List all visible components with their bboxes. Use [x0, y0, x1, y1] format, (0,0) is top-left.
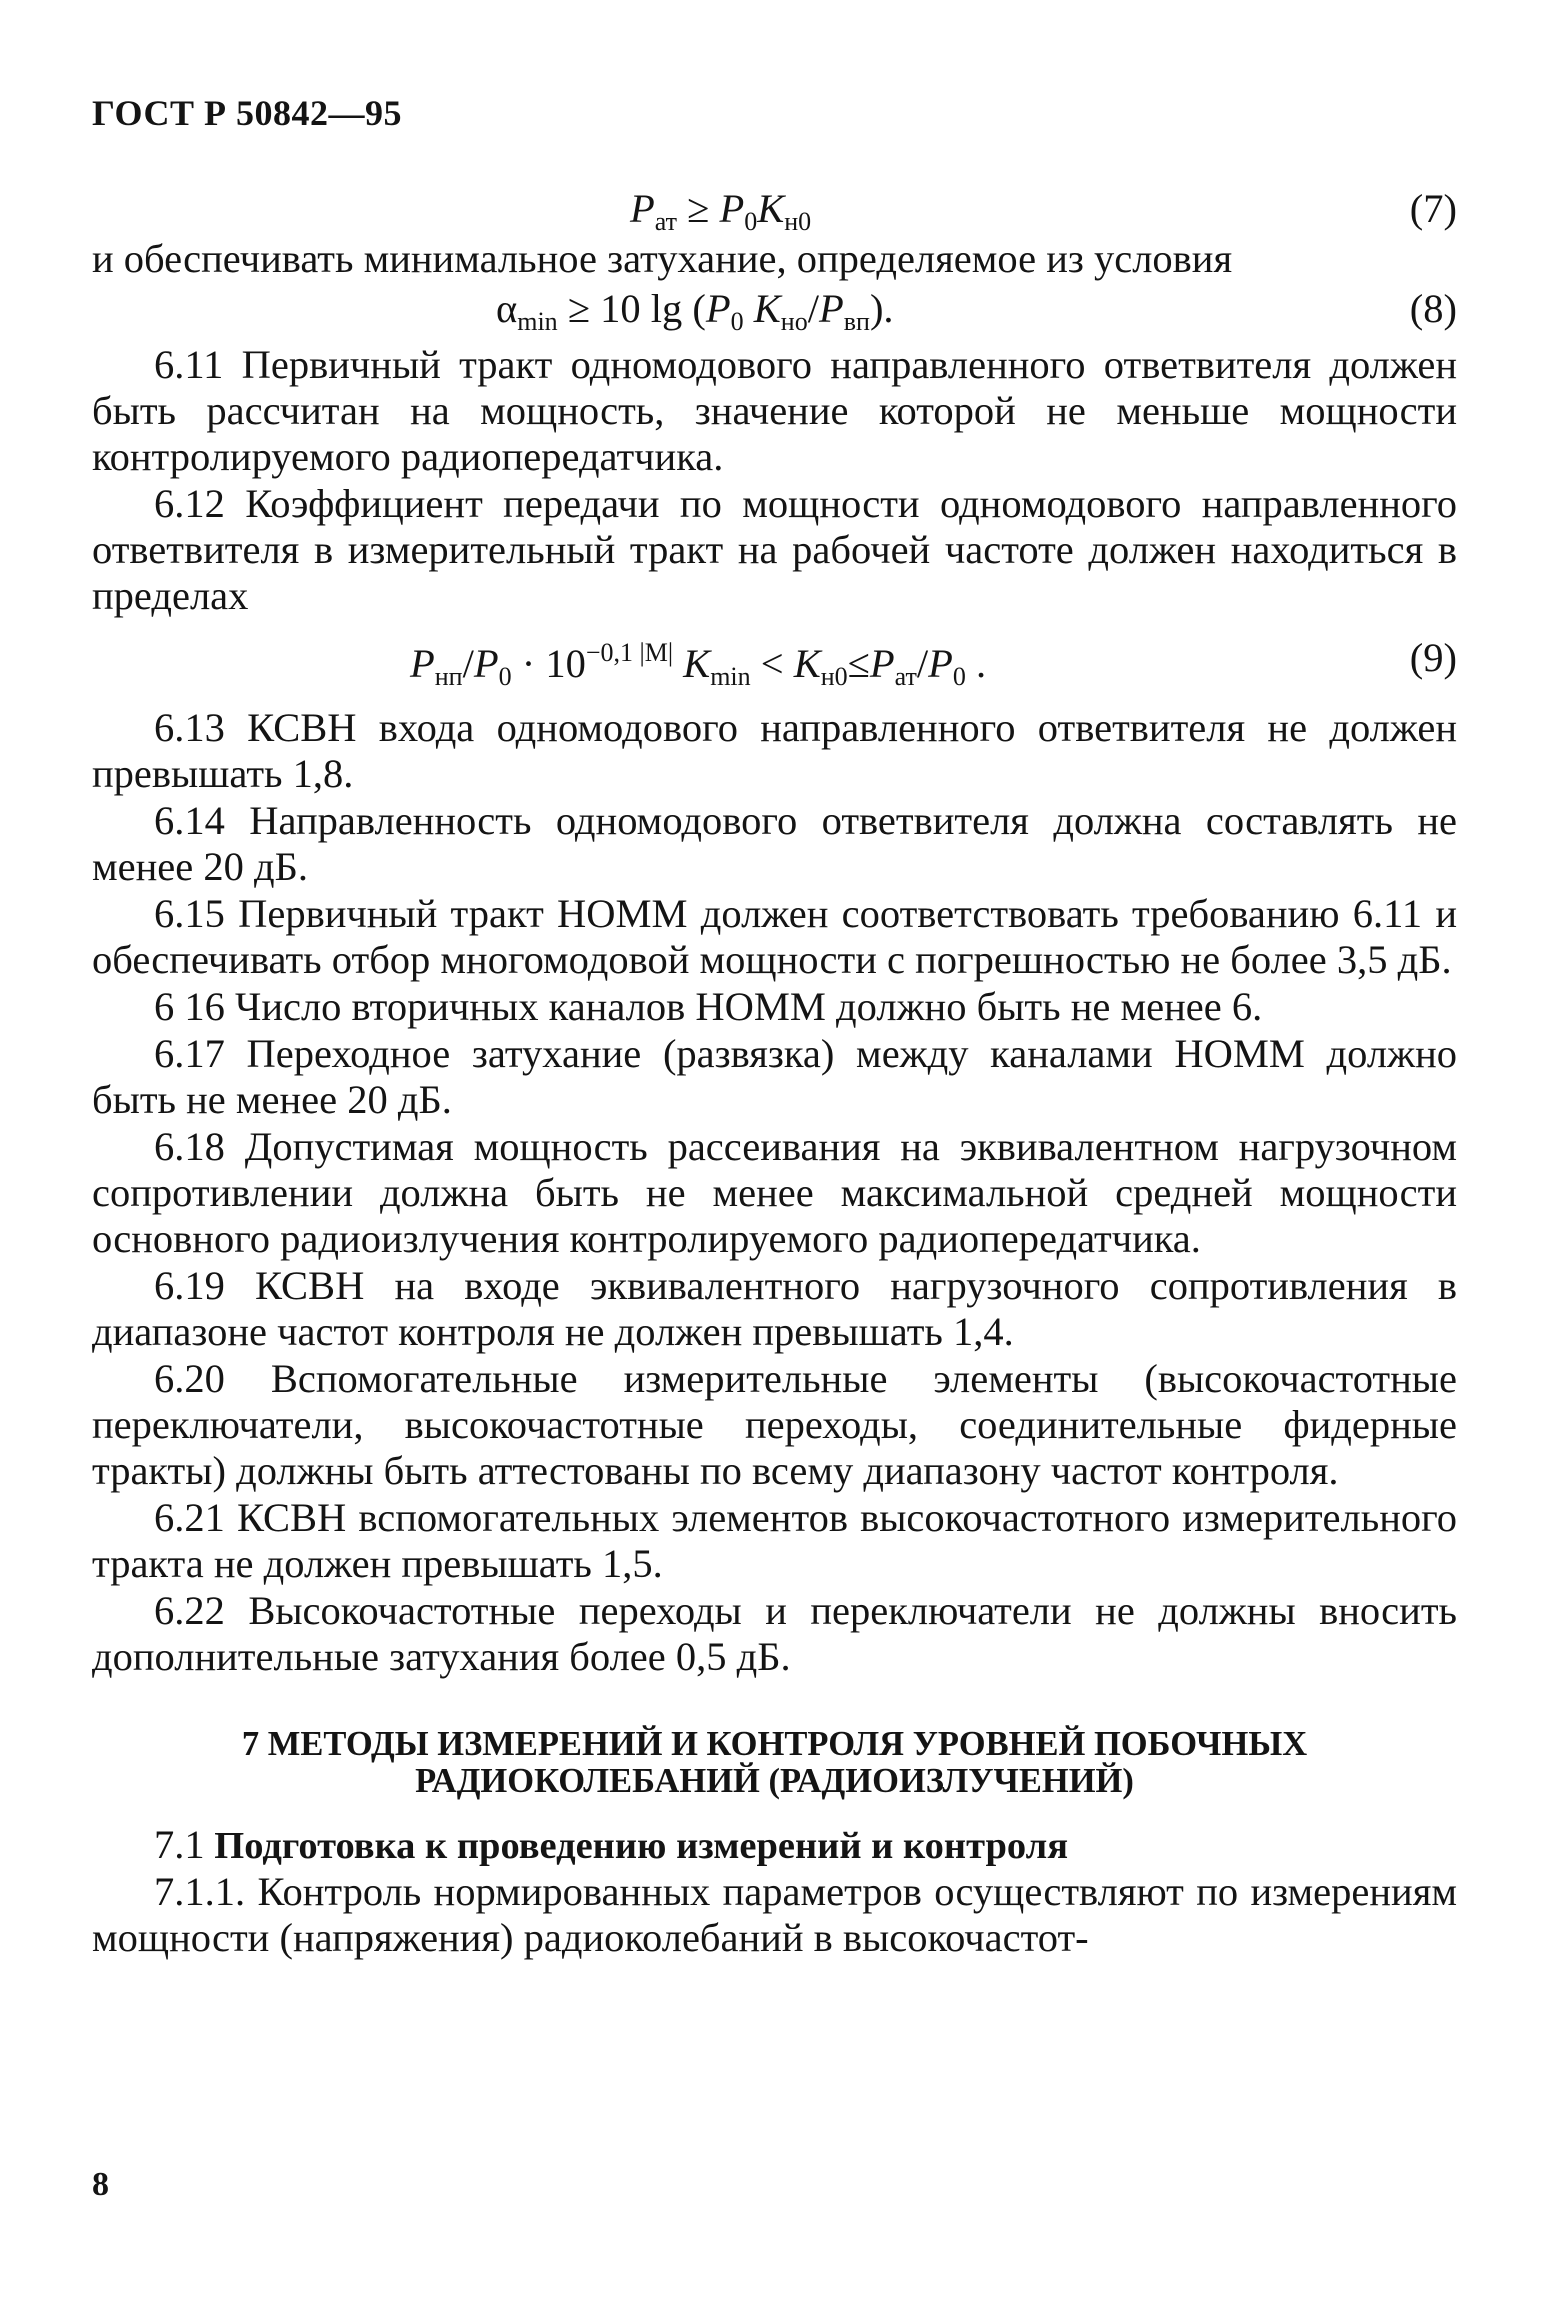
- paragraph-6-11: 6.11 Первичный тракт одномодового направленного ответвителя должен быть рассчитан на мощность, значение которой не меньше мощности контролируемого радиопередатчика.: [92, 342, 1457, 479]
- section-7-title-line-1: 7 МЕТОДЫ ИЗМЕРЕНИЙ И КОНТРОЛЯ УРОВНЕЙ ПОБОЧНЫХ: [241, 1725, 1308, 1763]
- paragraph-6-14: 6.14 Направленность одномодового ответвителя должна составлять не менее 20 дБ.: [92, 798, 1457, 889]
- document-header: ГОСТ Р 50842—95: [92, 93, 402, 133]
- formula-8-expression: $\alpha_{min} \ge 10$ $\lg (P_0$ $K_{но}/P_{вп}$).: [496, 286, 894, 336]
- formula-7-number: (7): [1409, 186, 1457, 231]
- paragraph-6-15: 6.15 Первичный тракт НОММ должен соответствовать требованию 6.11 и обеспечивать отбор многомодовой мощности с погрешностью не более 3,5 дБ.: [92, 891, 1457, 982]
- formula-8: [92, 286, 1457, 336]
- paragraph-6-16: 6 16 Число вторичных каналов НОММ должно быть не менее 6.: [154, 984, 1263, 1029]
- paragraph-6-18: 6.18 Допустимая мощность рассеивания на эквивалентном нагрузочном сопротивлении должна быть не менее максимальной средней мощности основного радиоизлучения контролируемого радиопередатчика.: [92, 1124, 1457, 1261]
- page-number: 8: [92, 2166, 109, 2203]
- section-7-title: [92, 1726, 1457, 1800]
- subsection-7-1-title: Подготовка к проведению измерений и контроля: [214, 1825, 1069, 1867]
- paragraph-6-19: 6.19 КСВН на входе эквивалентного нагрузочного сопротивления в диапазоне частот контроля не должен превышать 1,4.: [92, 1263, 1457, 1354]
- text-body: [92, 186, 1457, 1962]
- paragraph-7-1-1: 7.1.1. Контроль нормированных параметров осуществляют по измерениям мощности (напряжения) радиоколебаний в высокочастот-: [92, 1869, 1457, 1960]
- formula-9-expression: $P_{нп}/P_0 \cdot 10^{-0,1 |M|}$ $K_{min} < K_{н0}\le P_{ат}/P_0$ .: [410, 638, 987, 691]
- formula-9: [92, 635, 1457, 695]
- formula-7: [92, 186, 1457, 236]
- paragraph-6-17: 6.17 Переходное затухание (развязка) между каналами НОММ должно быть не менее 20 дБ.: [92, 1031, 1457, 1122]
- subsection-7-1-heading: [92, 1822, 1457, 1869]
- text-line-after-formula-7: и обеспечивать минимальное затухание, определяемое из условия: [92, 236, 1233, 281]
- paragraph-6-13: 6.13 КСВН входа одномодового направленного ответвителя не должен превышать 1,8.: [92, 705, 1457, 796]
- formula-9-number: (9): [1409, 635, 1457, 680]
- section-7-title-line-2: РАДИОКОЛЕБАНИЙ (РАДИОИЗЛУЧЕНИЙ): [415, 1762, 1134, 1800]
- paragraph-6-20: 6.20 Вспомогательные измерительные элементы (высокочастотные переключатели, высокочастотные переходы, соединительные фидерные тракты) должны быть аттестованы по всему диапазону частот контроля.: [92, 1356, 1457, 1493]
- formula-7-expression: $P_{ат} \ge P_0K_{н0}$: [630, 186, 812, 236]
- paragraph-6-22: 6.22 Высокочастотные переходы и переключатели не должны вносить дополнительные затухания более 0,5 дБ.: [92, 1588, 1457, 1679]
- paragraph-6-21: 6.21 КСВН вспомогательных элементов высокочастотного измерительного тракта не должен превышать 1,5.: [92, 1495, 1457, 1586]
- formula-8-number: (8): [1409, 286, 1457, 331]
- paragraph-6-12: 6.12 Коэффициент передачи по мощности одномодового направленного ответвителя в измерительный тракт на рабочей частоте должен находиться в пределах: [92, 481, 1457, 618]
- subsection-7-1-number: 7.1: [154, 1822, 205, 1867]
